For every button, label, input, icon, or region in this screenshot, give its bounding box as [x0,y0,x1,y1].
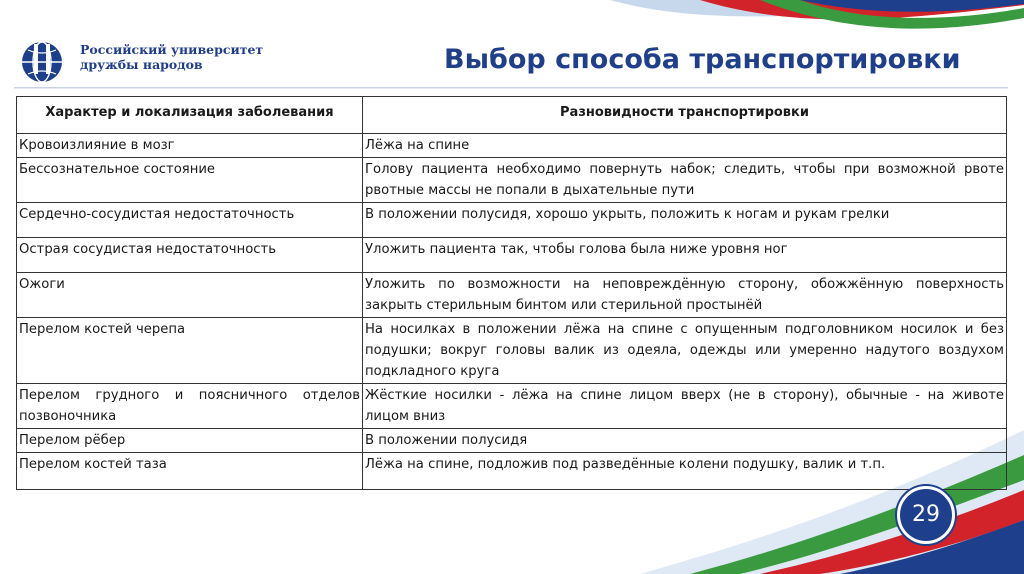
transport-cell: Уложить по возможности на неповреждённую сторону, обожжённую поверхность закрыть стерильным бинтом или стерильной простынёй [363,273,1007,318]
condition-cell: Острая сосудистая недостаточность [17,238,363,273]
transport-cell: Лёжа на спине [363,134,1007,158]
transport-cell: Лёжа на спине, подложив под разведённые колени подушку, валик и т.п. [363,453,1007,490]
table-header-row [17,97,1007,134]
transport-cell: В положении полусидя [363,429,1007,453]
condition-cell: Кровоизлияние в мозг [17,134,363,158]
transport-cell: На носилках в положении лёжа на спине с опущенным подголовником носилок и без подушки; вокруг головы валик из одеяла, одежды или умеренно надутого воздухом подкладного круга [363,318,1007,384]
table-row [17,203,1007,238]
transport-cell: В положении полусидя, хорошо укрыть, положить к ногам и рукам грелки [363,203,1007,238]
transport-cell: Жёсткие носилки - лёжа на спине лицом вверх (не в сторону), обычные - на животе лицом вниз [363,384,1007,429]
condition-cell: Ожоги [17,273,363,318]
transport-cell: Голову пациента необходимо повернуть набок; следить, чтобы при возможной рвоте рвотные массы не попали в дыхательные пути [363,158,1007,203]
table-row [17,453,1007,490]
header-condition: Характер и локализация заболевания [17,97,363,134]
page-title: Выбор способа транспортировки [444,44,961,75]
table-row [17,273,1007,318]
table-row [17,429,1007,453]
page-number-badge: 29 [897,486,955,544]
transport-cell: Уложить пациента так, чтобы голова была ниже уровня ног [363,238,1007,273]
header-transport: Разновидности транспортировки [363,97,1007,134]
condition-cell: Сердечно-сосудистая недостаточность [17,203,363,238]
table-row [17,238,1007,273]
table-row [17,318,1007,384]
university-name [80,42,263,72]
condition-cell: Перелом костей черепа [17,318,363,384]
table-row [17,384,1007,429]
university-name-line2: дружбы народов [80,57,203,72]
condition-cell: Перелом рёбер [17,429,363,453]
condition-cell: Перелом костей таза [17,453,363,490]
table-row [17,134,1007,158]
table-row [17,158,1007,203]
university-name-line1: Российский университет [80,42,264,57]
transport-table [16,96,1007,490]
condition-cell: Бессознательное состояние [17,158,363,203]
condition-cell: Перелом грудного и поясничного отделов позвоночника [17,384,363,429]
